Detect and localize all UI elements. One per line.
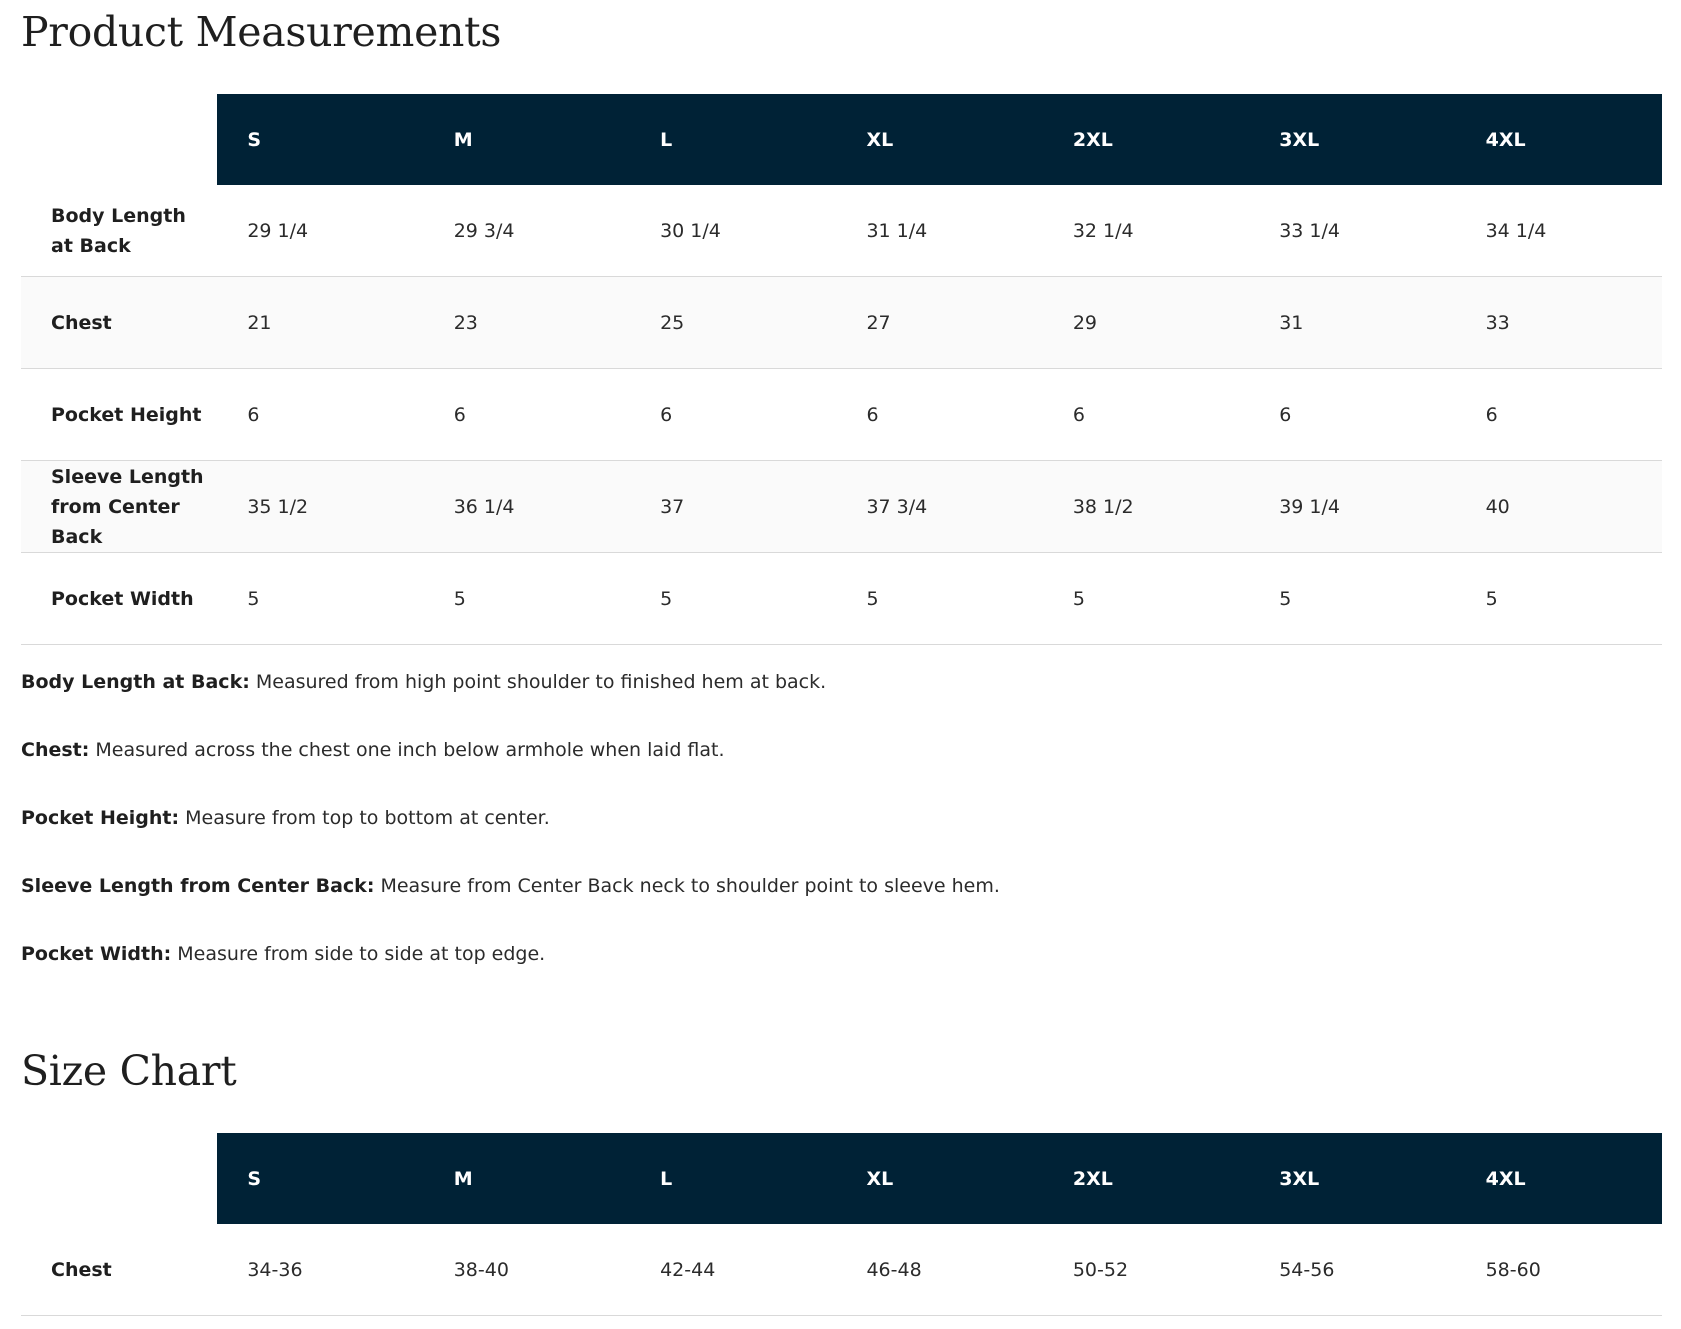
table-cell: 40 (1456, 461, 1662, 553)
measurement-definitions (21, 670, 1662, 1010)
table-cell: 33 1/4 (1249, 185, 1455, 277)
definition-text: Measure from side to side at top edge. (177, 943, 546, 965)
table-row (21, 369, 1662, 461)
table-cell: 5 (1043, 553, 1249, 645)
table-cell: 29 3/4 (424, 185, 630, 277)
table-cell: 31 1/4 (836, 185, 1042, 277)
table-cell: 54-56 (1249, 1224, 1455, 1316)
definition-pocket-width (21, 942, 1662, 1010)
table-cell: 5 (836, 553, 1042, 645)
row-label-body-length: Body Length at Back (21, 185, 217, 277)
header-corner-cell (21, 94, 217, 185)
definition-body-length (21, 670, 1662, 738)
table-cell: 38 1/2 (1043, 461, 1249, 553)
definition-term: Body Length at Back: (21, 671, 250, 693)
row-label-pocket-width: Pocket Width (21, 553, 217, 645)
table-cell: 23 (424, 277, 630, 369)
size-header-xl: XL (836, 94, 1042, 185)
table-cell: 37 3/4 (836, 461, 1042, 553)
size-header-xl: XL (836, 1133, 1042, 1224)
size-header-2xl: 2XL (1043, 94, 1249, 185)
table-cell: 6 (1043, 369, 1249, 461)
definition-term: Pocket Width: (21, 943, 172, 965)
table-cell: 34 1/4 (1456, 185, 1662, 277)
size-header-s: S (217, 1133, 423, 1224)
table-cell: 35 1/2 (217, 461, 423, 553)
table-cell: 31 (1249, 277, 1455, 369)
table-cell: 27 (836, 277, 1042, 369)
table-cell: 39 1/4 (1249, 461, 1455, 553)
row-label-chest: Chest (21, 1224, 217, 1316)
header-corner-cell (21, 1133, 217, 1224)
row-label-chest: Chest (21, 277, 217, 369)
table-cell: 5 (630, 553, 836, 645)
definition-term: Chest: (21, 739, 90, 761)
table-row (21, 277, 1662, 369)
table-cell: 5 (217, 553, 423, 645)
row-label-pocket-height: Pocket Height (21, 369, 217, 461)
product-measurements-title: Product Measurements (21, 8, 502, 56)
table-cell: 50-52 (1043, 1224, 1249, 1316)
definition-pocket-height (21, 806, 1662, 874)
definition-text: Measure from top to bottom at center. (185, 807, 550, 829)
table-cell: 6 (1249, 369, 1455, 461)
table-cell: 5 (424, 553, 630, 645)
table-cell: 34-36 (217, 1224, 423, 1316)
table-cell: 32 1/4 (1043, 185, 1249, 277)
definition-sleeve-length (21, 874, 1662, 942)
definition-text: Measured across the chest one inch below armhole when laid flat. (95, 739, 725, 761)
size-header-4xl: 4XL (1456, 1133, 1662, 1224)
definition-text: Measure from Center Back neck to shoulder point to sleeve hem. (380, 875, 1000, 897)
table-cell: 6 (424, 369, 630, 461)
size-chart-table (21, 1133, 1662, 1316)
table-cell: 6 (836, 369, 1042, 461)
size-header-l: L (630, 1133, 836, 1224)
product-measurements-table (21, 94, 1662, 645)
table-cell: 5 (1456, 553, 1662, 645)
size-header-m: M (424, 1133, 630, 1224)
table-cell: 6 (217, 369, 423, 461)
table-row (21, 185, 1662, 277)
table-cell: 29 (1043, 277, 1249, 369)
size-chart-title: Size Chart (21, 1047, 237, 1095)
table-cell: 6 (630, 369, 836, 461)
size-header-4xl: 4XL (1456, 94, 1662, 185)
table-cell: 25 (630, 277, 836, 369)
table-cell: 5 (1249, 553, 1455, 645)
definition-term: Pocket Height: (21, 807, 180, 829)
table-header-row (21, 94, 1662, 185)
table-cell: 37 (630, 461, 836, 553)
size-header-3xl: 3XL (1249, 1133, 1455, 1224)
table-cell: 58-60 (1456, 1224, 1662, 1316)
size-header-l: L (630, 94, 836, 185)
table-row (21, 1224, 1662, 1316)
table-cell: 33 (1456, 277, 1662, 369)
size-header-3xl: 3XL (1249, 94, 1455, 185)
size-header-m: M (424, 94, 630, 185)
table-cell: 46-48 (836, 1224, 1042, 1316)
table-cell: 29 1/4 (217, 185, 423, 277)
size-header-2xl: 2XL (1043, 1133, 1249, 1224)
table-cell: 21 (217, 277, 423, 369)
size-header-s: S (217, 94, 423, 185)
row-label-sleeve-length: Sleeve Length from Center Back (21, 461, 217, 553)
table-cell: 42-44 (630, 1224, 836, 1316)
definition-term: Sleeve Length from Center Back: (21, 875, 375, 897)
definition-chest (21, 738, 1662, 806)
table-cell: 30 1/4 (630, 185, 836, 277)
table-header-row (21, 1133, 1662, 1224)
table-row (21, 461, 1662, 553)
definition-text: Measured from high point shoulder to finished hem at back. (255, 671, 827, 693)
table-cell: 38-40 (424, 1224, 630, 1316)
table-cell: 6 (1456, 369, 1662, 461)
table-row (21, 553, 1662, 645)
table-cell: 36 1/4 (424, 461, 630, 553)
